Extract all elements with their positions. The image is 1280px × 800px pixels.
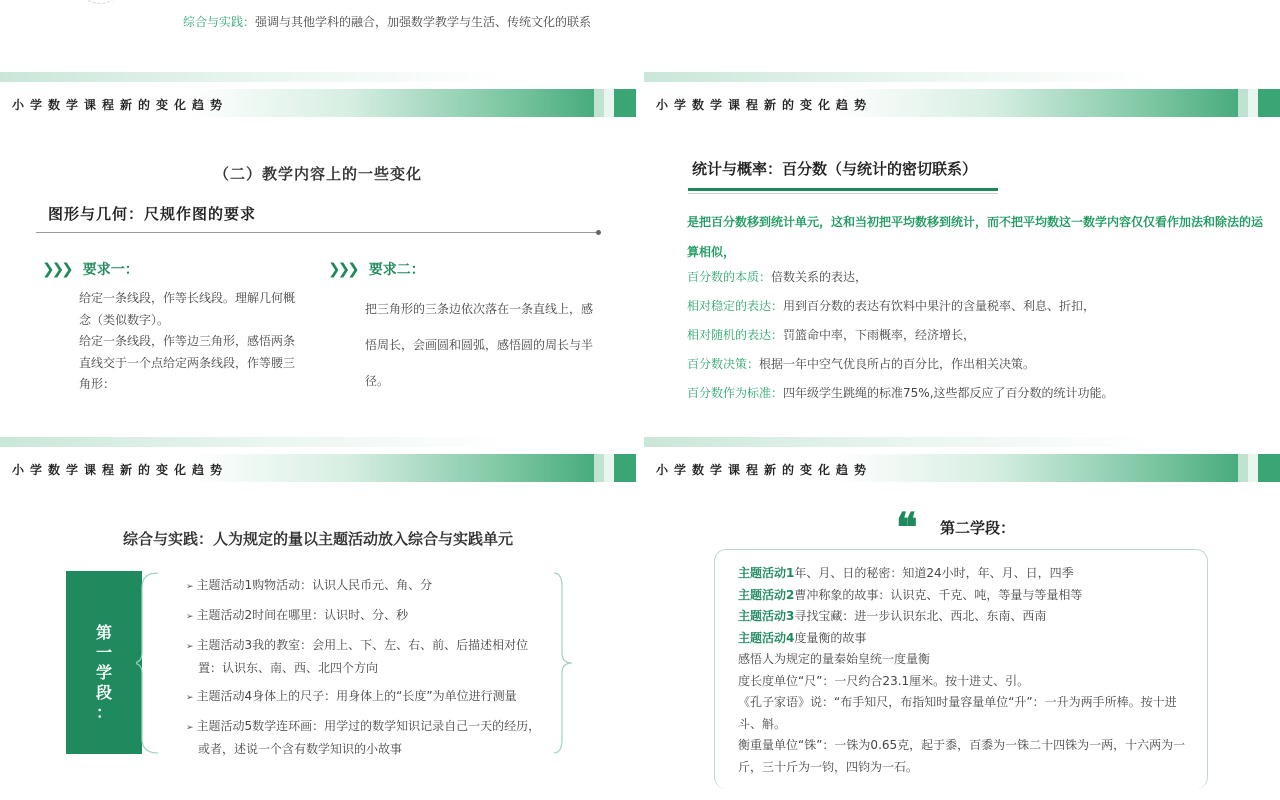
stage-label-char: 学 (95, 663, 112, 682)
lead-paragraph: 是把百分数移到统计单元，这和当初把平均数移到统计，而不把平均数这一数学内容仅仅看作加法和除法的运算相似， (687, 215, 1264, 259)
header-band-thin (0, 437, 636, 447)
list-item (186, 575, 546, 598)
arrow-bullet-icon: ➢ (186, 612, 194, 622)
section-heading: （二）教学内容上的一些变化 (213, 165, 422, 183)
requirement-one-label: 要求一： (82, 262, 139, 278)
top-strip-label: 综合与实践： (183, 15, 256, 29)
list-item-value: 曹冲称象的故事：认识克、千克、吨，等量与等量相等 (794, 587, 1083, 602)
list-item-text: 主题活动4身体上的尺子：用身体上的“长度”为单位进行测量 (196, 689, 517, 703)
list-item (687, 321, 1267, 350)
activity-list (186, 575, 546, 767)
top-strip-text (183, 13, 591, 30)
slide-practice-stage-one (0, 437, 636, 800)
section-title: 第二学段： (940, 519, 1016, 537)
list-item-text: 主题活动3我的教室：会用上、下、左、右、前、后描述相对位置：认识东、南、西、北四个方向 (196, 638, 529, 675)
chevron-right-icon: ❯❯❯ (328, 260, 357, 278)
list-item (186, 716, 546, 760)
list-item-key: 主题活动4 (738, 630, 795, 645)
list-item (687, 263, 1267, 292)
header-title: 小学数学课程新的变化趋势 (656, 463, 873, 477)
list-item (738, 606, 1190, 628)
section-subheading: 图形与几何：尺规作图的要求 (48, 205, 257, 223)
list-item-key: 主题活动1 (738, 566, 795, 580)
requirement-one-line: 给定一条线段，作等边三角形，感悟两条直线交于一个点给定两条线段，作等腰三角形： (79, 334, 296, 391)
list-item (738, 585, 1190, 607)
list-item-key: 百分数作为标准： (687, 386, 784, 400)
chevron-right-icon: ❯❯❯ (42, 260, 71, 278)
slide-statistics (644, 72, 1280, 436)
list-item (186, 686, 546, 709)
list-item-value: 《孔子家语》说：“布手知尺，布指知时量容量单位“升”：一升为两手所棒。按十进斗、斛。 (738, 695, 1177, 731)
list-item-text: 主题活动2时间在哪里：认识时、分、秒 (196, 608, 409, 622)
stage-label-char: 一 (95, 643, 112, 662)
requirement-one-body (79, 288, 301, 396)
section-title: 统计与概率：百分数（与统计的密切联系） (692, 160, 978, 178)
arrow-bullet-icon: ➢ (186, 693, 194, 703)
stage-label-char: 第 (95, 623, 112, 642)
header-band-thin (644, 72, 1280, 82)
list-item (738, 563, 1190, 585)
requirement-two-heading (328, 259, 425, 279)
slide-geometry (0, 72, 636, 436)
list-item-key: 主题活动2 (738, 587, 795, 602)
list-item-value: 用到百分数的表达有饮料中果汁的含量税率、利息、折扣， (783, 299, 1096, 313)
percent-list (687, 263, 1267, 408)
list-item (738, 671, 1190, 693)
list-item (738, 628, 1190, 650)
list-item-value: 衡重量单位“铢”：一铢为0.65克，起于黍，百黍为一铢二十四铢为一两，十六两为一斤，三十斤为一钧，四钧为一石。 (738, 738, 1186, 774)
header-band-thin (644, 437, 1280, 447)
list-item-value: 根据一年中空气优良所占的百分比，作出相关决策。 (759, 357, 1036, 371)
list-item-value: 年、月、日的秘密：知道24小时，年、月、日，四季 (794, 566, 1074, 580)
top-strip-body: 强调与其他学科的融合，加强数学教学与生活、传统文化的联系 (255, 15, 592, 29)
list-item-key: 相对稳定的表达： (687, 299, 784, 313)
title-underline (688, 188, 998, 191)
arrow-bullet-icon: ➢ (186, 723, 194, 733)
list-item-value: 度长度单位“尺”：一尺约合23.1厘米。按十进丈、引。 (738, 673, 1030, 688)
list-item (738, 692, 1190, 735)
list-item-key: 相对随机的表达： (687, 328, 784, 342)
title-underline-thin (688, 193, 998, 194)
list-item-value: 寻找宝藏：进一步认识东北、西北、东南、西南 (794, 609, 1047, 623)
list-item (738, 735, 1190, 778)
section-title: 综合与实践：人为规定的量以主题活动放入综合与实践单元 (122, 530, 513, 548)
list-item (687, 292, 1267, 321)
list-item (687, 350, 1267, 379)
list-item-value: 四年级学生跳绳的标准75%,这些都反应了百分数的统计功能。 (783, 386, 1114, 400)
list-item (186, 605, 546, 628)
list-item (186, 635, 546, 679)
header-title: 小学数学课程新的变化趋势 (12, 463, 229, 477)
arrow-bullet-icon: ➢ (186, 582, 194, 592)
divider-line (36, 232, 598, 233)
activity-list (738, 563, 1190, 778)
quote-icon: ❝ (896, 504, 914, 551)
stage-label-char: ： (95, 703, 112, 722)
slide-practice-stage-two (644, 437, 1280, 800)
list-item-text: 主题活动5数学连环画：用学过的数学知识记录自己一天的经历，或者，述说一个含有数学知识的小故事 (196, 719, 541, 756)
stage-label-char: 段 (95, 683, 112, 702)
stage-label-box (66, 571, 142, 754)
list-item (738, 649, 1190, 671)
arrow-bullet-icon: ➢ (186, 642, 194, 652)
header-band-thin (0, 72, 636, 82)
list-item-value: 罚篮命中率，下雨概率，经济增长， (783, 328, 976, 342)
list-item-text: 主题活动1购物活动：认识人民币元、角、分 (196, 578, 433, 592)
header-title: 小学数学课程新的变化趋势 (12, 98, 229, 112)
requirement-two-body: 把三角形的三条边依次落在一条直线上，感悟周长，会画圆和圆弧，感悟圆的周长与半径。 (365, 302, 594, 388)
list-item (687, 379, 1267, 408)
slide-top-strip (0, 0, 1280, 72)
list-item-key: 主题活动3 (738, 609, 795, 623)
list-item-value: 感悟人为规定的量秦始皇统一度量衡 (738, 652, 931, 666)
list-item-key: 百分数决策： (687, 357, 760, 371)
header-title: 小学数学课程新的变化趋势 (656, 98, 873, 112)
list-item-value: 度量衡的故事 (794, 630, 867, 645)
requirement-one-line: 给定一条线段，作等长线段。理解几何概念（类似数字）。 (79, 291, 296, 327)
decorative-circle (78, 0, 122, 4)
stage-label (66, 623, 142, 723)
requirement-one-heading (42, 259, 139, 279)
list-item-value: 倍数关系的表达， (771, 270, 868, 284)
list-item-key: 百分数的本质： (687, 270, 772, 284)
requirement-two-label: 要求二： (368, 262, 425, 278)
divider-dot (596, 230, 601, 235)
